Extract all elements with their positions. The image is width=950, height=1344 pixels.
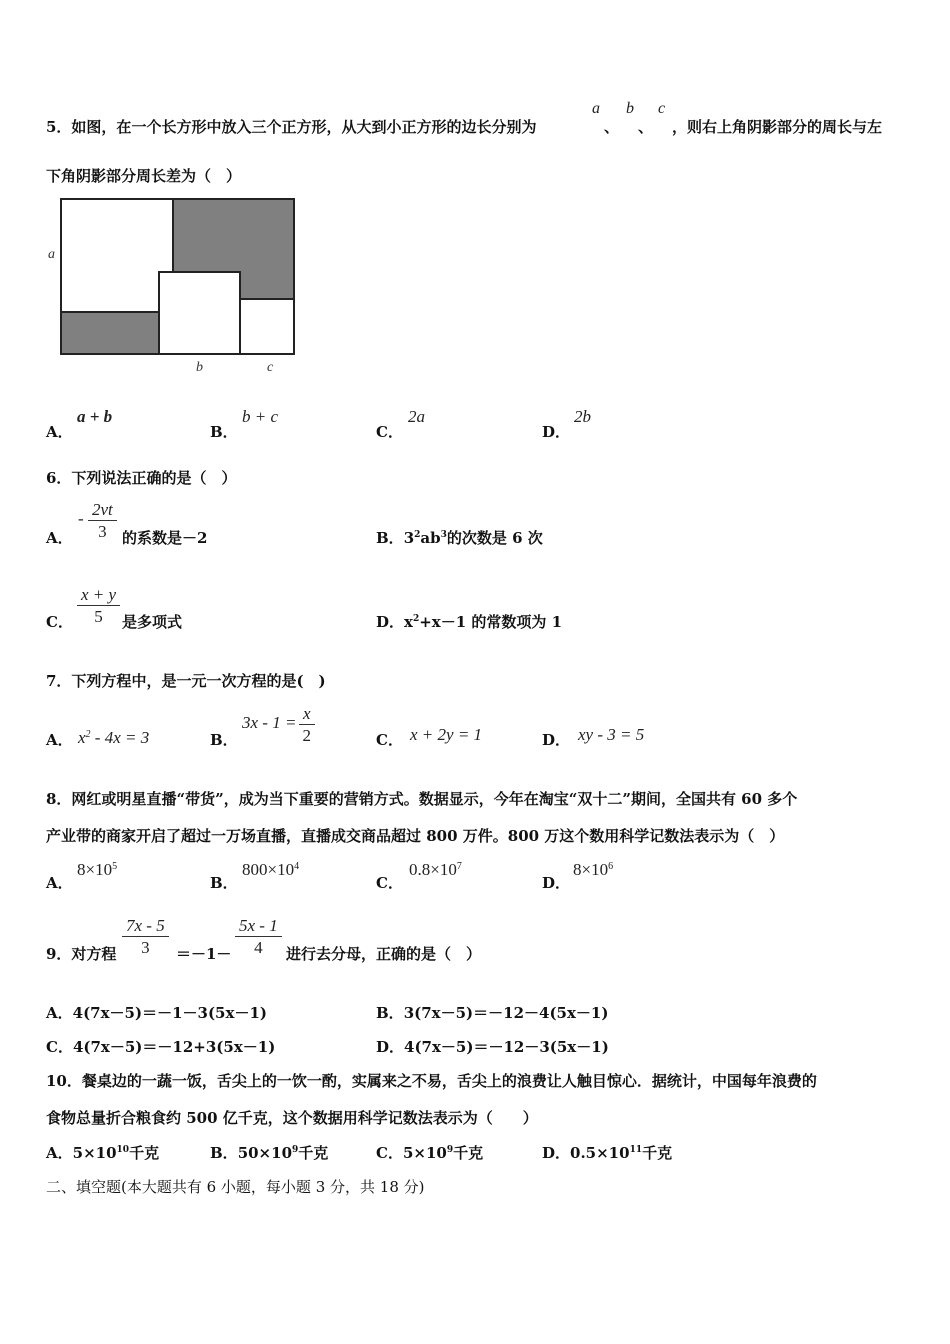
q6-option-a-fraction xyxy=(88,500,117,543)
q9-option-b[interactable] xyxy=(376,1002,608,1023)
q6-d-exp: 2 xyxy=(412,614,420,624)
square-b xyxy=(159,272,240,354)
q7-b-denominator: 2 xyxy=(302,726,312,745)
q9-stem-suffix: 进行去分母，正确的是（ ） xyxy=(286,945,482,963)
q6-c-numerator: x + y xyxy=(77,585,120,606)
q9-option-c[interactable] xyxy=(46,1036,275,1057)
q5-var-b: b xyxy=(626,100,634,117)
q5-option-a-expr[interactable]: a + b xyxy=(77,407,113,426)
q6-option-c-fraction xyxy=(77,585,120,628)
q8-option-b-expr[interactable] xyxy=(242,860,299,880)
q8-option-b-letter[interactable]: B． xyxy=(210,874,238,892)
q6-option-a-letter[interactable]: A． xyxy=(46,529,73,547)
q6-stem: 6．下列说法正确的是（ ） xyxy=(46,469,237,487)
square-c xyxy=(240,299,294,354)
q5-figure xyxy=(40,190,310,380)
q6-option-b[interactable] xyxy=(376,527,543,548)
label-b: b xyxy=(196,360,203,375)
q7-b-numerator: x xyxy=(299,704,315,725)
q10-b-base: 50×10 xyxy=(237,1144,293,1162)
q7-a-rest: - 4x = 3 xyxy=(90,728,150,747)
q8-stem-line2: 产业带的商家开启了超过一万场直播，直播成交商品超过 800 万件。800 万这个数用科学记数法表示为（ ） xyxy=(46,827,785,845)
label-a: a xyxy=(48,247,55,262)
q7-a-base: x xyxy=(78,728,86,747)
q8-option-c-letter[interactable]: C． xyxy=(376,874,403,892)
q9-f2-denominator: 4 xyxy=(254,938,263,957)
q6-option-d-letter: D． xyxy=(376,613,405,631)
q8-option-c-expr[interactable] xyxy=(409,860,462,880)
q6-b-exp1: 2 xyxy=(414,530,421,540)
q5-option-a-letter[interactable]: A． xyxy=(46,423,73,441)
q6-option-d[interactable] xyxy=(376,611,562,632)
q7-option-a-expr[interactable] xyxy=(78,728,149,748)
q6-option-b-letter: B． xyxy=(376,529,404,547)
q10-b-unit: 千克 xyxy=(298,1144,329,1162)
q10-b-exp: 9 xyxy=(292,1145,299,1155)
q6-option-a-text: 的系数是－2 xyxy=(122,529,208,547)
q9-option-d[interactable] xyxy=(376,1036,609,1057)
q10-d-base: 0.5×10 xyxy=(570,1144,630,1162)
q8-option-d-letter[interactable]: D． xyxy=(542,874,571,892)
q5-sep2: 、 xyxy=(638,118,654,136)
q6-option-c-text: 是多项式 xyxy=(122,613,183,631)
q9-f1-denominator: 3 xyxy=(141,938,150,957)
q8-a-base: 8×10 xyxy=(77,860,113,879)
q10-a-unit: 千克 xyxy=(129,1144,160,1162)
q10-a-base: 5×10 xyxy=(72,1144,117,1162)
q9-fraction-1 xyxy=(122,916,169,959)
q8-option-d-expr[interactable] xyxy=(573,860,613,880)
q5-var-a: a xyxy=(592,100,600,117)
q7-option-b-lhs[interactable]: 3x - 1 = xyxy=(242,713,297,732)
q6-option-b-text: 的次数是 6 次 xyxy=(446,529,543,547)
q10-b-letter: B． xyxy=(210,1144,238,1162)
q10-c-unit: 千克 xyxy=(453,1144,484,1162)
q10-option-d[interactable] xyxy=(542,1142,672,1163)
q6-option-a-sign: - xyxy=(78,509,84,528)
q6-b-exp2: 3 xyxy=(440,530,447,540)
section-2-title: 二、填空题(本大题共有 6 小题，每小题 3 分，共 18 分) xyxy=(46,1178,425,1196)
q7-option-c-expr[interactable]: x + 2y = 1 xyxy=(410,725,483,744)
q6-d-x: x xyxy=(404,613,413,631)
q9-stem-prefix: 9．对方程 xyxy=(46,945,117,963)
q9-c-letter: C． xyxy=(46,1038,73,1056)
q6-a-denominator: 3 xyxy=(98,522,107,541)
q6-a-numerator: 2vt xyxy=(88,500,117,521)
q9-b-letter: B． xyxy=(376,1004,404,1022)
label-c: c xyxy=(267,360,274,375)
q9-equals: ＝－1－ xyxy=(176,945,232,963)
q5-var-c: c xyxy=(658,100,666,117)
q7-option-a-letter[interactable]: A． xyxy=(46,731,73,749)
shaded-region-bottom-left xyxy=(61,312,159,354)
q8-d-base: 8×10 xyxy=(573,860,609,879)
q5-option-b-letter[interactable]: B． xyxy=(210,423,238,441)
q9-option-a[interactable] xyxy=(46,1002,267,1023)
q8-stem-line1: 8．网红或明星直播“带货”，成为当下重要的营销方式。数据显示，今年在淘宝“双十二”期间，全国共有 60 多个 xyxy=(46,790,798,808)
q10-option-b[interactable] xyxy=(210,1142,328,1163)
q7-option-b-letter[interactable]: B． xyxy=(210,731,238,749)
q6-b-ab: ab xyxy=(420,529,441,547)
q7-option-b-fraction xyxy=(299,704,315,747)
q9-d-letter: D． xyxy=(376,1038,405,1056)
q9-a-letter: A． xyxy=(46,1004,73,1022)
q5-option-d-letter[interactable]: D． xyxy=(542,423,571,441)
square-a xyxy=(61,199,173,312)
q9-d-text: 4(7x－5)＝－12－3(5x－1) xyxy=(404,1038,609,1056)
q7-option-c-letter[interactable]: C． xyxy=(376,731,403,749)
q10-a-exp: 10 xyxy=(116,1145,130,1155)
q10-d-exp: 11 xyxy=(629,1145,643,1155)
q5-stem-part3: 下角阴影部分周长差为（ ） xyxy=(46,167,242,185)
q9-f1-numerator: 7x - 5 xyxy=(122,916,169,937)
q10-d-letter: D． xyxy=(542,1144,571,1162)
q8-a-exp: 5 xyxy=(112,861,118,872)
q5-option-b-expr[interactable]: b + c xyxy=(242,407,279,426)
q8-option-a-letter[interactable]: A． xyxy=(46,874,73,892)
q8-d-exp: 6 xyxy=(608,861,614,872)
q10-a-letter: A． xyxy=(46,1144,73,1162)
q5-sep1: 、 xyxy=(604,118,620,136)
q10-c-exp: 9 xyxy=(446,1145,454,1155)
q9-f2-numerator: 5x - 1 xyxy=(235,916,282,937)
q9-c-text: 4(7x－5)＝－12+3(5x－1) xyxy=(72,1038,276,1056)
q5-option-d-expr[interactable]: 2b xyxy=(574,407,591,426)
q5-option-c-expr[interactable]: 2a xyxy=(408,407,425,426)
q10-c-letter: C． xyxy=(376,1144,403,1162)
q8-c-exp: 7 xyxy=(456,861,462,872)
q10-stem-line1: 10．餐桌边的一蔬一饭，舌尖上的一饮一酌，实属来之不易，舌尖上的浪费让人触目惊心．据统计，中国每年浪费的 xyxy=(46,1072,817,1090)
q8-option-a-expr[interactable] xyxy=(77,860,117,880)
q8-c-base: 0.8×10 xyxy=(409,860,457,879)
q6-option-c-letter[interactable]: C． xyxy=(46,613,73,631)
q5-option-c-letter[interactable]: C． xyxy=(376,423,403,441)
q7-a-exp: 2 xyxy=(85,729,91,740)
q9-a-text: 4(7x－5)＝－1－3(5x－1) xyxy=(72,1004,267,1022)
q6-b-base: 3 xyxy=(403,529,415,547)
q9-fraction-2 xyxy=(235,916,282,959)
q8-b-exp: 4 xyxy=(294,861,300,872)
q7-option-d-letter[interactable]: D． xyxy=(542,731,571,749)
q5-stem-part1: 5．如图，在一个长方形中放入三个正方形，从大到小正方形的边长分别为 xyxy=(46,118,537,136)
q9-b-text: 3(7x－5)＝－12－4(5x－1) xyxy=(403,1004,609,1022)
q8-b-base: 800×10 xyxy=(242,860,295,879)
q5-stem-part2: ，则右上角阴影部分的周长与左 xyxy=(672,118,883,136)
q10-stem-line2: 食物总量折合粮食约 500 亿千克，这个数据用科学记数法表示为（ ） xyxy=(46,1109,538,1127)
q10-option-c[interactable] xyxy=(376,1142,483,1163)
q6-option-d-text: +x－1 的常数项为 1 xyxy=(419,613,563,631)
q6-c-denominator: 5 xyxy=(94,607,103,626)
q10-option-a[interactable] xyxy=(46,1142,159,1163)
q10-d-unit: 千克 xyxy=(642,1144,673,1162)
q10-c-base: 5×10 xyxy=(402,1144,447,1162)
q7-option-d-expr[interactable]: xy - 3 = 5 xyxy=(578,725,645,744)
q7-stem: 7．下列方程中，是一元一次方程的是( ) xyxy=(46,672,326,690)
